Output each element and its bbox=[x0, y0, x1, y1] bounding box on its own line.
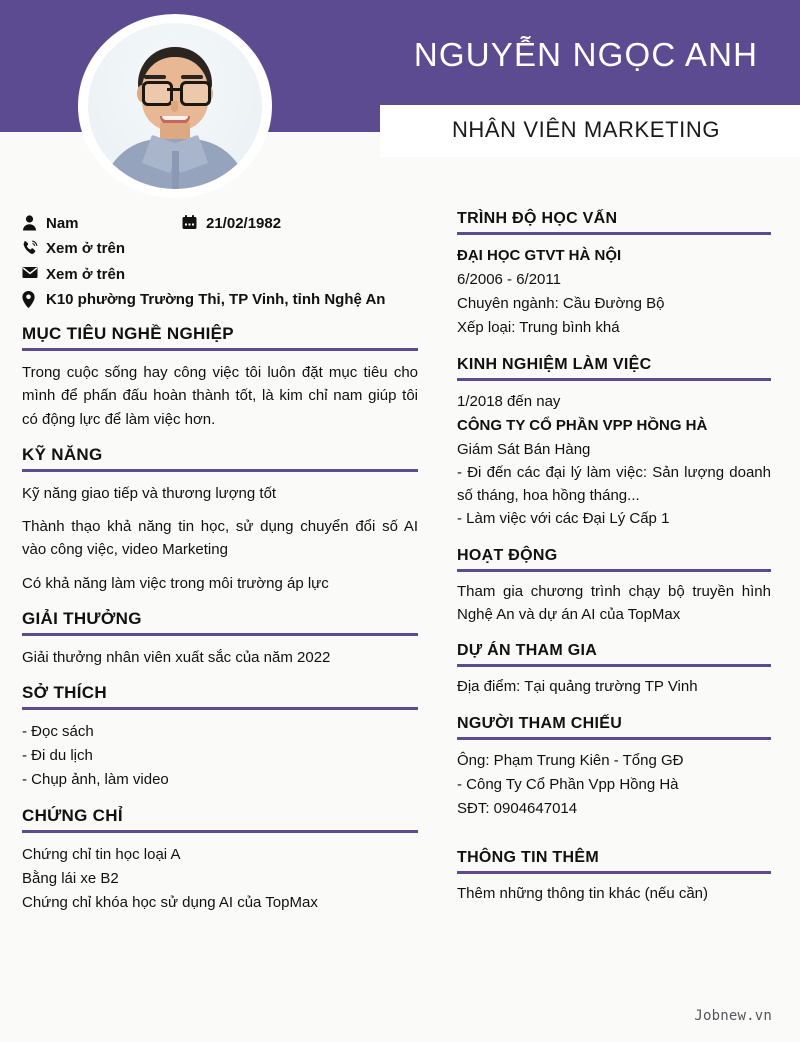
section-activities bbox=[457, 547, 771, 626]
additional-info-text: Thêm những thông tin khác (nếu cần) bbox=[457, 884, 709, 902]
section-hobbies bbox=[22, 683, 418, 792]
education-grade: Xếp loại: Trung bình khá bbox=[457, 319, 620, 336]
avatar-shirt-placket bbox=[172, 151, 179, 189]
section-title-projects: DỰ ÁN THAM GIA bbox=[457, 642, 598, 659]
certificate-item: Chứng chỉ tin học loại A bbox=[22, 846, 181, 863]
address-value: K10 phường Trường Thi, TP Vinh, tỉnh Nghệ An bbox=[46, 290, 386, 308]
education-school: ĐẠI HỌC GTVT HÀ NỘI bbox=[457, 247, 622, 264]
section-divider bbox=[22, 830, 418, 833]
left-column bbox=[22, 214, 418, 919]
skill-item: Có khả năng làm việc trong môi trường áp lực bbox=[22, 574, 329, 592]
section-divider bbox=[22, 348, 418, 351]
section-divider bbox=[457, 737, 771, 740]
section-divider bbox=[22, 707, 418, 710]
section-experience bbox=[457, 356, 771, 531]
section-divider bbox=[457, 378, 771, 381]
reference-line: SĐT: 0904647014 bbox=[457, 799, 578, 817]
avatar-teeth bbox=[162, 116, 188, 120]
experience-duty: - Đi đến các đại lý làm việc: Sản lượng doanh số tháng, hoa hồng tháng... bbox=[457, 464, 771, 504]
contact-row-email bbox=[22, 265, 418, 285]
location-pin-icon bbox=[22, 290, 46, 308]
skill-item: Kỹ năng giao tiếp và thương lượng tốt bbox=[22, 484, 277, 502]
right-column bbox=[457, 210, 771, 909]
education-major: Chuyên ngành: Cầu Đường Bộ bbox=[457, 295, 665, 312]
avatar-glasses-bridge bbox=[167, 88, 180, 91]
avatar-photo bbox=[88, 23, 262, 189]
section-projects bbox=[457, 642, 771, 699]
section-divider bbox=[22, 633, 418, 636]
avatar-brow-right bbox=[181, 75, 203, 79]
job-role-title: NHÂN VIÊN MARKETING bbox=[451, 117, 721, 142]
section-objective bbox=[22, 324, 418, 431]
section-divider bbox=[457, 232, 771, 235]
section-divider bbox=[457, 871, 771, 874]
section-skills bbox=[22, 445, 418, 595]
email-value: Xem ở trên bbox=[46, 265, 126, 283]
section-education bbox=[457, 210, 771, 340]
section-title-certificates: CHỨNG CHỈ bbox=[22, 806, 123, 825]
skill-item: Thành thạo khả năng tin học, sử dụng chuyển đổi số AI vào công việc, video Marketing bbox=[22, 518, 418, 559]
contact-row-phone bbox=[22, 239, 418, 259]
section-divider bbox=[22, 469, 418, 472]
section-title-activities: HOẠT ĐỘNG bbox=[457, 547, 558, 564]
hobby-item: - Đi du lịch bbox=[22, 747, 93, 764]
section-title-additional-info: THÔNG TIN THÊM bbox=[457, 848, 599, 866]
section-title-hobbies: SỞ THÍCH bbox=[22, 683, 107, 702]
person-icon bbox=[22, 214, 46, 231]
contact-birthdate bbox=[182, 214, 281, 234]
contact-gender bbox=[22, 214, 182, 234]
experience-period: 1/2018 đến nay bbox=[457, 393, 561, 410]
envelope-icon bbox=[22, 265, 46, 279]
section-title-skills: KỸ NĂNG bbox=[22, 444, 103, 464]
objective-text: Trong cuộc sống hay công việc tôi luôn đặt mục tiêu cho mình để phấn đấu hoàn thành tốt, là kim chỉ nam giúp tôi có động lực để làm việc hơn. bbox=[22, 364, 418, 428]
reference-line: - Công Ty Cổ Phần Vpp Hồng Hà bbox=[457, 775, 679, 793]
section-references bbox=[457, 715, 771, 821]
section-certificates bbox=[22, 806, 418, 915]
experience-position: Giám Sát Bán Hàng bbox=[457, 441, 591, 458]
section-title-objective: MỤC TIÊU NGHỀ NGHIỆP bbox=[22, 324, 234, 343]
section-divider bbox=[457, 664, 771, 667]
contact-row-gender-birthdate bbox=[22, 214, 418, 234]
projects-text: Địa điểm: Tại quảng trường TP Vinh bbox=[457, 678, 698, 695]
certificate-item: Chứng chỉ khóa học sử dụng AI của TopMax bbox=[22, 894, 318, 911]
section-additional-info bbox=[457, 849, 771, 906]
phone-icon bbox=[22, 239, 46, 256]
birthdate-value: 21/02/1982 bbox=[206, 215, 282, 232]
section-awards bbox=[22, 609, 418, 669]
certificate-item: Bằng lái xe B2 bbox=[22, 870, 119, 887]
section-title-education: TRÌNH ĐỘ HỌC VẤN bbox=[457, 210, 618, 227]
avatar-nose bbox=[171, 101, 178, 112]
education-period: 6/2006 - 6/2011 bbox=[457, 271, 561, 288]
calendar-icon bbox=[182, 214, 206, 230]
section-divider bbox=[457, 569, 771, 572]
avatar-glasses-left bbox=[142, 81, 173, 106]
contact-row-address bbox=[22, 290, 418, 310]
reference-line: Ông: Phạm Trung Kiên - Tổng GĐ bbox=[457, 751, 684, 769]
avatar-glasses-right bbox=[180, 81, 211, 106]
award-item: Giải thưởng nhân viên xuất sắc của năm 2022 bbox=[22, 648, 331, 666]
gender-value: Nam bbox=[46, 215, 79, 232]
experience-duty: - Làm việc với các Đại Lý Cấp 1 bbox=[457, 510, 670, 527]
section-title-experience: KINH NGHIỆM LÀM VIỆC bbox=[457, 356, 652, 373]
phone-value: Xem ở trên bbox=[46, 240, 126, 258]
avatar-brow-left bbox=[144, 75, 166, 79]
contact-block bbox=[22, 214, 418, 310]
footer-watermark: Jobnew.vn bbox=[694, 1008, 772, 1024]
hobby-item: - Chụp ảnh, làm video bbox=[22, 771, 169, 788]
section-title-references: NGƯỜI THAM CHIẾU bbox=[457, 714, 623, 732]
section-title-awards: GIẢI THƯỞNG bbox=[22, 608, 142, 628]
hobby-item: - Đọc sách bbox=[22, 723, 94, 740]
avatar bbox=[78, 14, 272, 198]
experience-company: CÔNG TY CỔ PHẦN VPP HỒNG HÀ bbox=[457, 417, 708, 434]
page-title: NGUYỄN NGỌC ANH bbox=[413, 36, 759, 73]
activities-text: Tham gia chương trình chạy bộ truyền hình Nghệ An và dự án AI của TopMax bbox=[457, 583, 771, 623]
